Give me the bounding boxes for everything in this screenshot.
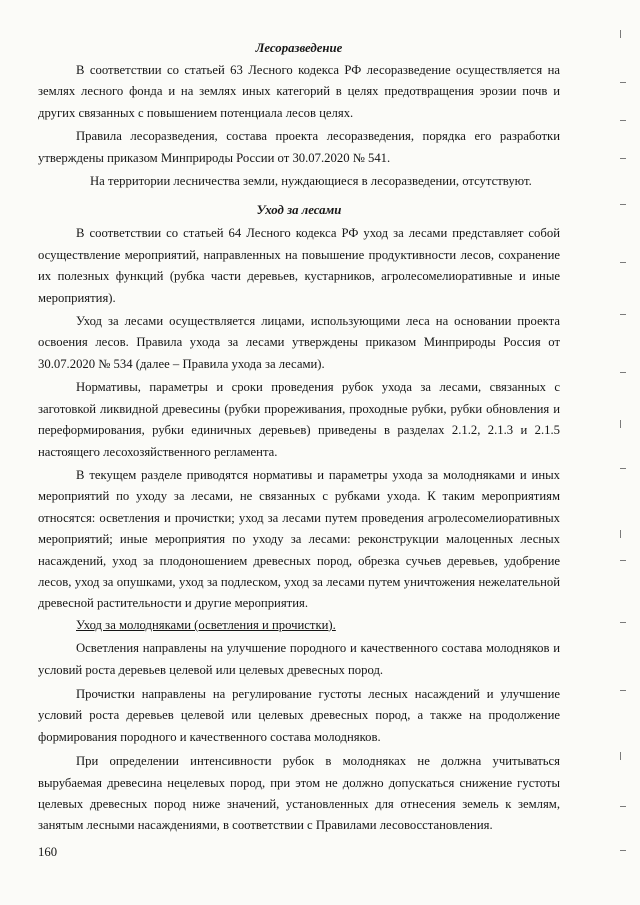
scan-mark	[620, 262, 626, 263]
paragraph-current-section: В текущем разделе приводятся нормативы и параметры ухода за молодняками и иных мероприятий по уходу за лесами, не связанных с рубками ухода. К таким мероприятиям относятся: осветления и прочистки; уход за лесами путем проведения агролесомелиоративных мероприятий; иные мероприятия по уходу за лесами: реконструкции малоценных лесных насаждений, уход за плодоношением древесных пород, обрезка сучьев деревьев, удобрение лесов, уход за опушками, уход за подлеском, уход за лесами путем уничтожения нежелательной древесной растительности и другие мероприятия.	[38, 467, 560, 611]
paragraph-article-64: В соответствии со статьей 64 Лесного кодекса РФ уход за лесами представляет собой осуществление мероприятий, направленных на повышение продуктивности лесов, сохранение их полезных функций (рубка части деревьев, кустарников, агролесомелиоративные и иные мероприятия).	[38, 226, 560, 305]
paragraph-article-63: В соответствии со статьей 63 Лесного кодекса РФ лесоразведение осуществляется на землях лесного фонда и на землях иных категорий в целях предотвращения эрозии почв и других связанных с повышением потенциала лесов целях.	[38, 63, 560, 120]
paragraph-cleaning: Прочистки направлены на регулирование густоты лесных насаждений и улучшение условий роста деревьев целевой или целевых древесных пород, а также на продолжение формирования породного и качественного состава молодняков.	[38, 686, 560, 744]
scan-mark	[620, 372, 626, 373]
scan-mark	[620, 420, 621, 428]
paragraph-reforestation-rules: Правила лесоразведения, состава проекта лесоразведения, порядка его разработки утверждены приказом Минприроды России от 30.07.2020 № 541.	[38, 129, 560, 165]
page-number: 160	[38, 845, 58, 859]
paragraph-intensity: При определении интенсивности рубок в молодняках не должна учитываться вырубаемая древесина нецелевых пород, при этом не должно допускаться снижение густоты целевых древесных пород ниже значений, установленных для отнесения земель к землям, занятым лесными насаждениями, в соответствии с Правилами лесовосстановления.	[38, 754, 560, 833]
scan-mark	[620, 530, 621, 538]
paragraph-clearing: Осветления направлены на улучшение породного и качественного состава молодняков и условий роста деревьев целевой или целевых древесных пород.	[38, 641, 560, 677]
scan-mark	[620, 468, 626, 469]
scan-mark	[620, 560, 626, 561]
heading-forest-care: Уход за лесами	[256, 203, 342, 218]
scan-mark	[620, 690, 626, 691]
paragraph-no-lands: На территории лесничества земли, нуждающиеся в лесоразведении, отсутствуют.	[90, 174, 532, 189]
scan-mark	[620, 204, 626, 205]
scan-mark	[620, 622, 626, 623]
underlined-subheading: Уход за молодняками (осветления и прочистки).	[76, 617, 336, 632]
scan-mark	[620, 850, 626, 851]
scan-mark	[620, 120, 626, 121]
page-text	[38, 38, 560, 837]
scan-mark	[620, 158, 626, 159]
paragraph-care-rules: Уход за лесами осуществляется лицами, использующими леса на основании проекта освоения лесов. Правила ухода за лесами утверждены приказом Минприроды Россия от 30.07.2020 № 534 (далее – Правила ухода за лесами).	[38, 314, 560, 371]
paragraph-thinning-norms: Нормативы, параметры и сроки проведения рубок ухода за лесами, связанных с заготовкой ликвидной древесины (рубки прореживания, проходные рубки, рубки обновления и переформирования, рубки единичных деревьев) приведены в разделах 2.1.2, 2.1.3 и 2.1.5 настоящего лесохозяйственного регламента.	[38, 380, 560, 459]
heading-reforestation: Лесоразведение	[255, 41, 343, 55]
paragraph-young-stands-title	[38, 615, 560, 636]
scan-mark	[620, 752, 621, 760]
scan-mark	[620, 82, 626, 83]
scan-mark	[620, 314, 626, 315]
scan-mark	[620, 30, 621, 38]
scan-mark	[620, 806, 626, 807]
